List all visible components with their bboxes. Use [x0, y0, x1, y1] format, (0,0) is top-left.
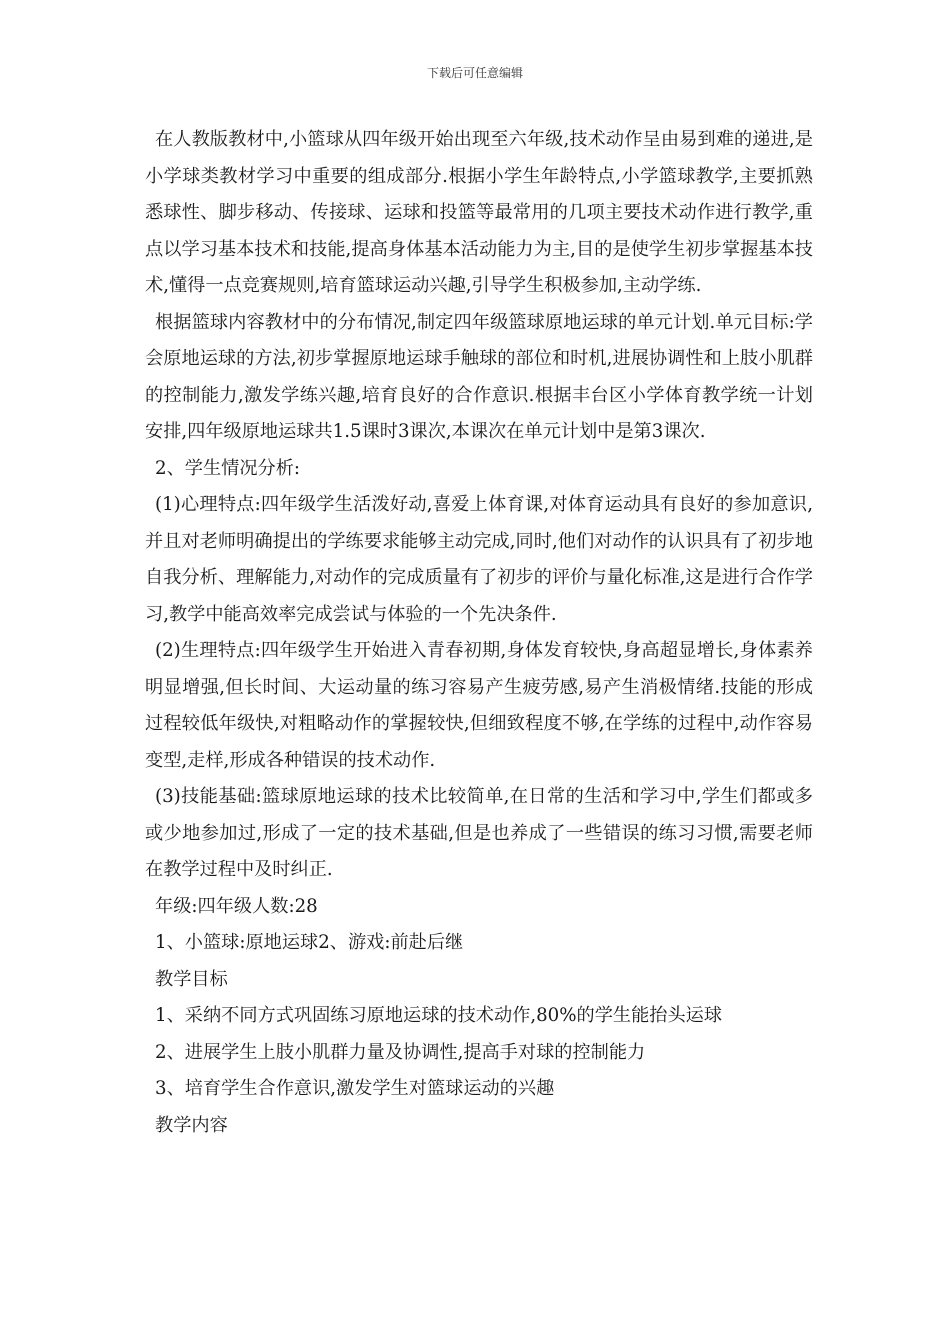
paragraph-textbook-intro: 在人教版教材中,小篮球从四年级开始出现至六年级,技术动作呈由易到难的递进,是小学球类教材学习中重要的组成部分.根据小学生年龄特点,小学篮球教学,主要抓熟悉球性、脚步移动、传接球、运球和投篮等最常用的几项主要技术动作进行教学,重点以学习基本技术和技能,提高身体基本活动能力为主,目的是使学生初步掌握基本技术,懂得一点竞赛规则,培育篮球运动兴趣,引导学生积极参加,主动学练.: [145, 129, 813, 296]
goal-item-3: 3、培育学生合作意识,激发学生对篮球运动的兴趣: [155, 1078, 555, 1099]
goal-item-1: 1、采纳不同方式巩固练习原地运球的技术动作,80%的学生能抬头运球: [155, 1005, 723, 1026]
heading-student-analysis: 2、学生情况分析:: [155, 457, 301, 479]
paragraph-physiological-traits: (2)生理特点:四年级学生开始进入青春初期,身体发育较快,身高超显增长,身体素养明显增强,但长时间、大运动量的练习容易产生疲劳感,易产生消极情绪.技能的形成过程较低年级快,对粗略动作的掌握较快,但细致程度不够,在学练的过程中,动作容易变型,走样,形成各种错误的技术动作.: [145, 640, 813, 771]
line-grade-count: 年级:四年级人数:28: [155, 895, 318, 917]
heading-teaching-goals: 教学目标: [155, 968, 228, 990]
heading-teaching-content: 教学内容: [155, 1114, 228, 1136]
goal-item-2: 2、进展学生上肢小肌群力量及协调性,提高手对球的控制能力: [155, 1041, 646, 1063]
paragraph-psychological-traits: (1)心理特点:四年级学生活泼好动,喜爱上体育课,对体育运动具有良好的参加意识,并且对老师明确提出的学练要求能够主动完成,同时,他们对动作的认识具有了初步地自我分析、理解能力,对动作的完成质量有了初步的评价与量化标准,这是进行合作学习,教学中能高效率完成尝试与体验的一个先决条件.: [145, 494, 813, 625]
paragraph-unit-plan: 根据篮球内容教材中的分布情况,制定四年级篮球原地运球的单元计划.单元目标:学会原地运球的方法,初步掌握原地运球手触球的部位和时机,进展协调性和上肢小肌群的控制能力,激发学练兴趣,培育良好的合作意识.根据丰台区小学体育教学统一计划安排,四年级原地运球共1.5课时3课次,本课次在单元计划中是第3课次.: [145, 311, 813, 442]
page-header-note: 下载后可任意编辑: [426, 66, 523, 80]
line-lesson-content: 1、小篮球:原地运球2、游戏:前赴后继: [155, 932, 464, 953]
paragraph-skill-foundation: (3)技能基础:篮球原地运球的技术比较简单,在日常的生活和学习中,学生们都或多或少地参加过,形成了一定的技术基础,但是也养成了一些错误的练习习惯,需要老师在教学过程中及时纠正.: [145, 786, 813, 880]
document-body: [145, 122, 813, 1144]
